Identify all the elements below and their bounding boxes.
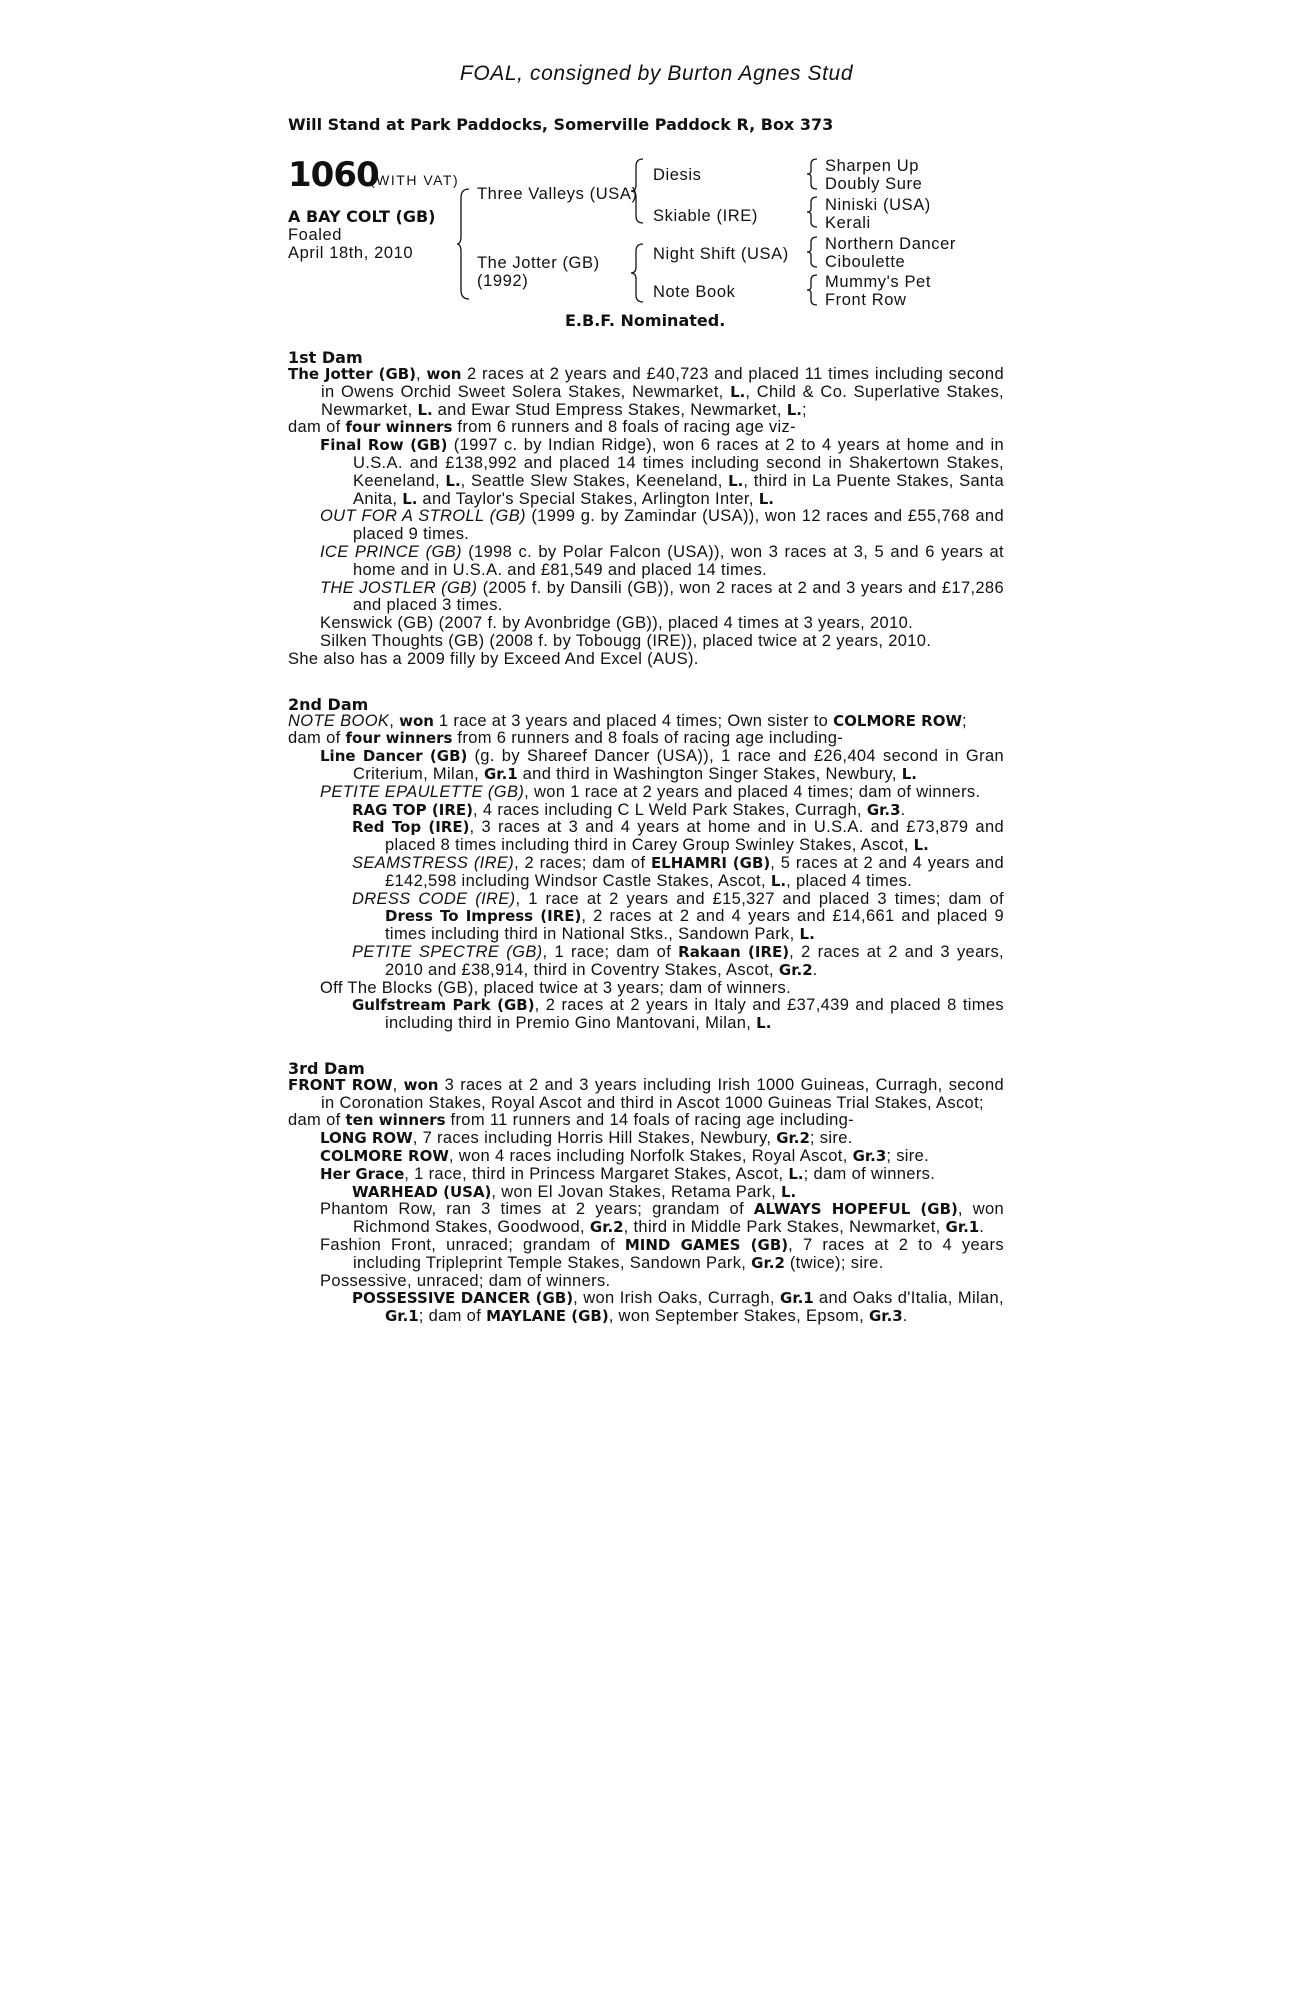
third-dam-record: FRONT ROW, won 3 races at 2 and 3 years including Irish 1000 Guineas, Curragh, second in Coronation Stakes, Royal Ascot and third in Ascot 1000 Guineas Trial Stakes, Ascot; bbox=[288, 1075, 1005, 1112]
won-label: won bbox=[426, 365, 462, 383]
produce-entry: Possessive, unraced; dam of winners. bbox=[320, 1271, 611, 1290]
pedigree-dam-name: The Jotter (GB) bbox=[477, 254, 600, 272]
produce-entry: SEAMSTRESS (IRE), 2 races; dam of ELHAMRI (GB), 5 races at 2 and 4 years and £142,598 including Windsor Castle Stakes, Ascot, L., placed 4 times. bbox=[352, 853, 1004, 890]
produce-entry: WARHEAD (USA), won El Jovan Stakes, Retama Park, L. bbox=[352, 1182, 797, 1201]
produce-entry: ICE PRINCE (GB) (1998 c. by Polar Falcon (USA)), won 3 races at 3, 5 and 6 years at home and in U.S.A. and £81,549 and placed 14 times. bbox=[320, 542, 1004, 579]
produce-entry: POSSESSIVE DANCER (GB), won Irish Oaks, Curragh, Gr.1 and Oaks d'Italia, Milan, Gr.1; dam of MAYLANE (GB), won September Stakes, Epsom, Gr.3. bbox=[352, 1289, 1004, 1326]
produce-entry: Fashion Front, unraced; grandam of MIND GAMES (GB), 7 races at 2 to 4 years including Tripleprint Temple Stakes, Sandown Park, Gr.2 (twice); sire. bbox=[320, 1236, 1005, 1272]
produce-entry: OUT FOR A STROLL (GB) (1999 g. by Zamindar (USA)), won 12 races and £55,768 and placed 9 times. bbox=[320, 507, 1004, 544]
produce-entry: DRESS CODE (IRE), 1 race at 2 years and £15,327 and placed 3 times; dam of Dress To Impress (IRE), 2 races at 2 and 4 years and £14,661 and placed 9 times including third in National Stks., Sandown Park, L. bbox=[352, 889, 1004, 944]
produce-entry: PETITE EPAULETTE (GB), won 1 race at 2 years and placed 4 times; dam of winners. bbox=[320, 782, 981, 801]
produce-entry: Line Dancer (GB) (g. by Shareef Dancer (USA)), 1 race and £26,404 second in Gran Criterium, Milan, Gr.1 and third in Washington Singer Stakes, Newbury, L. bbox=[320, 747, 1005, 783]
first-dam-record: The Jotter (GB), won 2 races at 2 years and £40,723 and placed 11 times including second in Owens Orchid Sweet Solera Stakes, Newmarket, L., Child & Co. Superlative Stakes, Newmarket, L. and Ewar Stud Empress Stakes, Newmarket, L.; bbox=[288, 365, 1004, 419]
pedigree-ddd: Front Row bbox=[825, 291, 907, 309]
pedigree-ssd: Doubly Sure bbox=[825, 175, 923, 193]
produce-entry: COLMORE ROW, won 4 races including Norfolk Stakes, Royal Ascot, Gr.3; sire. bbox=[320, 1147, 930, 1166]
produce-note: She also has a 2009 filly by Exceed And Excel (AUS). bbox=[288, 649, 699, 668]
produce-entry: LONG ROW, 7 races including Horris Hill Stakes, Newbury, Gr.2; sire. bbox=[320, 1129, 853, 1148]
pedigree-brace-dd bbox=[806, 274, 818, 306]
pedigree-sss: Sharpen Up bbox=[825, 157, 920, 175]
pedigree-dss: Northern Dancer bbox=[825, 235, 956, 253]
pedigree-dsd: Ciboulette bbox=[825, 253, 906, 271]
second-dam-record: NOTE BOOK, won 1 race at 3 years and placed 4 times; Own sister to COLMORE ROW; bbox=[288, 711, 967, 730]
produce-entry: Silken Thoughts (GB) (2008 f. by Tobougg (IRE)), placed twice at 2 years, 2010. bbox=[320, 631, 932, 650]
second-dam-heading: 2nd Dam bbox=[288, 694, 369, 714]
second-dam-produce-summary: dam of four winners from 6 runners and 8 foals of racing age including- bbox=[288, 729, 844, 748]
pedigree-dam-dam: Note Book bbox=[653, 283, 736, 301]
first-dam-heading: 1st Dam bbox=[288, 348, 363, 367]
pedigree-brace-main bbox=[456, 188, 470, 300]
pedigree-sdd: Kerali bbox=[825, 214, 871, 232]
pedigree-sire-dam: Skiable (IRE) bbox=[653, 207, 758, 225]
pedigree-brace-sd bbox=[806, 196, 818, 228]
pedigree-dam bbox=[477, 254, 600, 290]
produce-entry: Gulfstream Park (GB), 2 races at 2 years in Italy and £37,439 and placed 8 times including third in Premio Gino Mantovani, Milan, L. bbox=[352, 996, 1004, 1033]
pedigree-brace-dam bbox=[630, 243, 644, 303]
third-dam-heading: 3rd Dam bbox=[288, 1058, 365, 1078]
ebf-nominated: E.B.F. Nominated. bbox=[565, 311, 726, 330]
produce-entry: RAG TOP (IRE), 4 races including C L Weld Park Stakes, Curragh, Gr.3. bbox=[352, 800, 906, 819]
pedigree-dds: Mummy's Pet bbox=[825, 273, 932, 291]
horse-name: The Jotter (GB) bbox=[288, 365, 417, 383]
lot-number: 1060 bbox=[288, 155, 379, 195]
lot-title: A BAY COLT (GB) bbox=[288, 207, 436, 226]
produce-entry: Her Grace, 1 race, third in Princess Margaret Stakes, Ascot, L.; dam of winners. bbox=[320, 1164, 936, 1183]
produce-entry: Kenswick (GB) (2007 f. by Avonbridge (GB)), placed 4 times at 3 years, 2010. bbox=[320, 614, 914, 633]
consignment-header: FOAL, consigned by Burton Agnes Stud bbox=[459, 62, 854, 85]
foaled-date: April 18th, 2010 bbox=[288, 244, 414, 262]
third-dam-produce-summary: dam of ten winners from 11 runners and 14 foals of racing age including- bbox=[288, 1111, 854, 1130]
produce-entry: Final Row (GB) (1997 c. by Indian Ridge), won 6 races at 2 to 4 years at home and in U.S.A. and £138,992 and placed 14 times including second in Shakertown Stakes, Keeneland, L., Seattle Slew Stakes, Keeneland, L., third in La Puente Stakes, Santa Anita, L. and Taylor's Special Stakes, Arlington Inter, L. bbox=[320, 436, 1004, 508]
produce-entry: THE JOSTLER (GB) (2005 f. by Dansili (GB)), won 2 races at 2 and 3 years and £17,286 and placed 3 times. bbox=[320, 578, 1004, 615]
produce-entry: Off The Blocks (GB), placed twice at 3 years; dam of winners. bbox=[320, 978, 792, 997]
produce-entry: Phantom Row, ran 3 times at 2 years; grandam of ALWAYS HOPEFUL (GB), won Richmond Stakes, Goodwood, Gr.2, third in Middle Park Stakes, Newmarket, Gr.1. bbox=[320, 1200, 1005, 1237]
pedigree-brace-ds bbox=[806, 236, 818, 268]
pedigree-dam-year: (1992) bbox=[477, 272, 529, 290]
pedigree-sire: Three Valleys (USA) bbox=[477, 185, 638, 203]
vat-note: (WITH VAT) bbox=[370, 172, 460, 188]
pedigree-brace-ss bbox=[806, 158, 818, 190]
produce-entry: PETITE SPECTRE (GB), 1 race; dam of Rakaan (IRE), 2 races at 2 and 3 years, 2010 and £38,914, third in Coventry Stakes, Ascot, Gr.2. bbox=[352, 942, 1004, 979]
first-dam-produce-summary: dam of four winners from 6 runners and 8 foals of racing age viz- bbox=[288, 418, 796, 437]
pedigree-sire-sire: Diesis bbox=[653, 166, 702, 184]
foaled-label: Foaled bbox=[288, 226, 343, 244]
foaled-info bbox=[288, 226, 413, 262]
pedigree-sds: Niniski (USA) bbox=[825, 196, 931, 214]
pedigree-dam-sire: Night Shift (USA) bbox=[653, 245, 789, 263]
catalogue-body bbox=[288, 349, 1004, 1326]
produce-entry: Red Top (IRE), 3 races at 3 and 4 years at home and in U.S.A. and £73,879 and placed 8 times including third in Carey Group Swinley Stakes, Ascot, L. bbox=[352, 818, 1004, 855]
stand-location: Will Stand at Park Paddocks, Somerville Paddock R, Box 373 bbox=[288, 115, 834, 134]
